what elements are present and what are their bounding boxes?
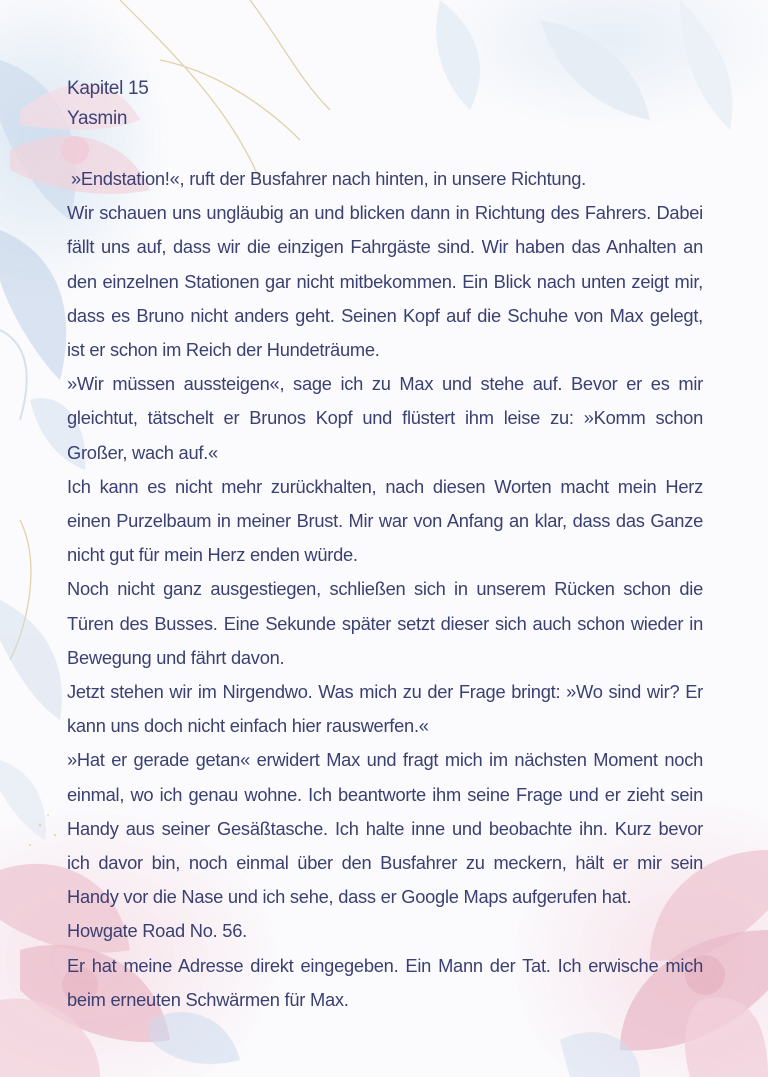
paragraph: »Hat er gerade getan« erwidert Max und fragt mich im nächsten Moment noch einmal, wo ich genau wohne. Ich beantworte ihm seine Frage und er zieht sein Handy aus seiner Gesäßtasche. Ich halte inne und beobachte ihn. Kurz bevor ich davor bin, noch einmal über den Busfahrer zu meckern, hält er mir sein Handy vor die Nase und ich sehe, dass er Google Maps aufgerufen hat. — [67, 749, 703, 908]
paragraph: »Wir müssen aussteigen«, sage ich zu Max und stehe auf. Bevor er es mir gleichtut, tätschelt er Brunos Kopf und flüstert ihm leise zu: »Komm schon Großer, wach auf.« — [67, 373, 703, 463]
chapter-body — [67, 162, 703, 1017]
paragraph: Wir schauen uns ungläubig an und blicken dann in Richtung des Fahrers. Dabei fällt uns auf, dass wir die einzigen Fahrgäste sind. Wir haben das Anhalten an den einzelnen Stationen gar nicht mitbekommen. Ein Blick nach unten zeigt mir, dass es Bruno nicht anders geht. Seinen Kopf auf die Schuhe von Max gelegt, ist er schon im Reich der Hundeträume. — [67, 202, 703, 361]
chapter-narrator: Yasmin — [67, 108, 128, 129]
paragraph: Jetzt stehen wir im Nirgendwo. Was mich zu der Frage bringt: »Wo sind wir? Er kann uns doch nicht einfach hier rauswerfen.« — [67, 681, 703, 737]
paragraph: Howgate Road No. 56. — [67, 920, 247, 942]
chapter-number: Kapitel 15 — [67, 78, 149, 99]
paragraph: Ich kann es nicht mehr zurückhalten, nach diesen Worten macht mein Herz einen Purzelbaum in meiner Brust. Mir war von Anfang an klar, dass das Ganze nicht gut für mein Herz enden würde. — [67, 475, 703, 566]
paragraph: Noch nicht ganz ausgestiegen, schließen sich in unserem Rücken schon die Türen des Busses. Eine Sekunde später setzt dieser sich auch schon wieder in Bewegung und fährt davon. — [67, 578, 703, 668]
book-page — [67, 74, 703, 1017]
paragraph: Er hat meine Adresse direkt eingegeben. Ein Mann der Tat. Ich erwische mich beim erneuten Schwärmen für Max. — [67, 954, 703, 1010]
paragraph: »Endstation!«, ruft der Busfahrer nach hinten, in unsere Richtung. — [71, 168, 586, 189]
